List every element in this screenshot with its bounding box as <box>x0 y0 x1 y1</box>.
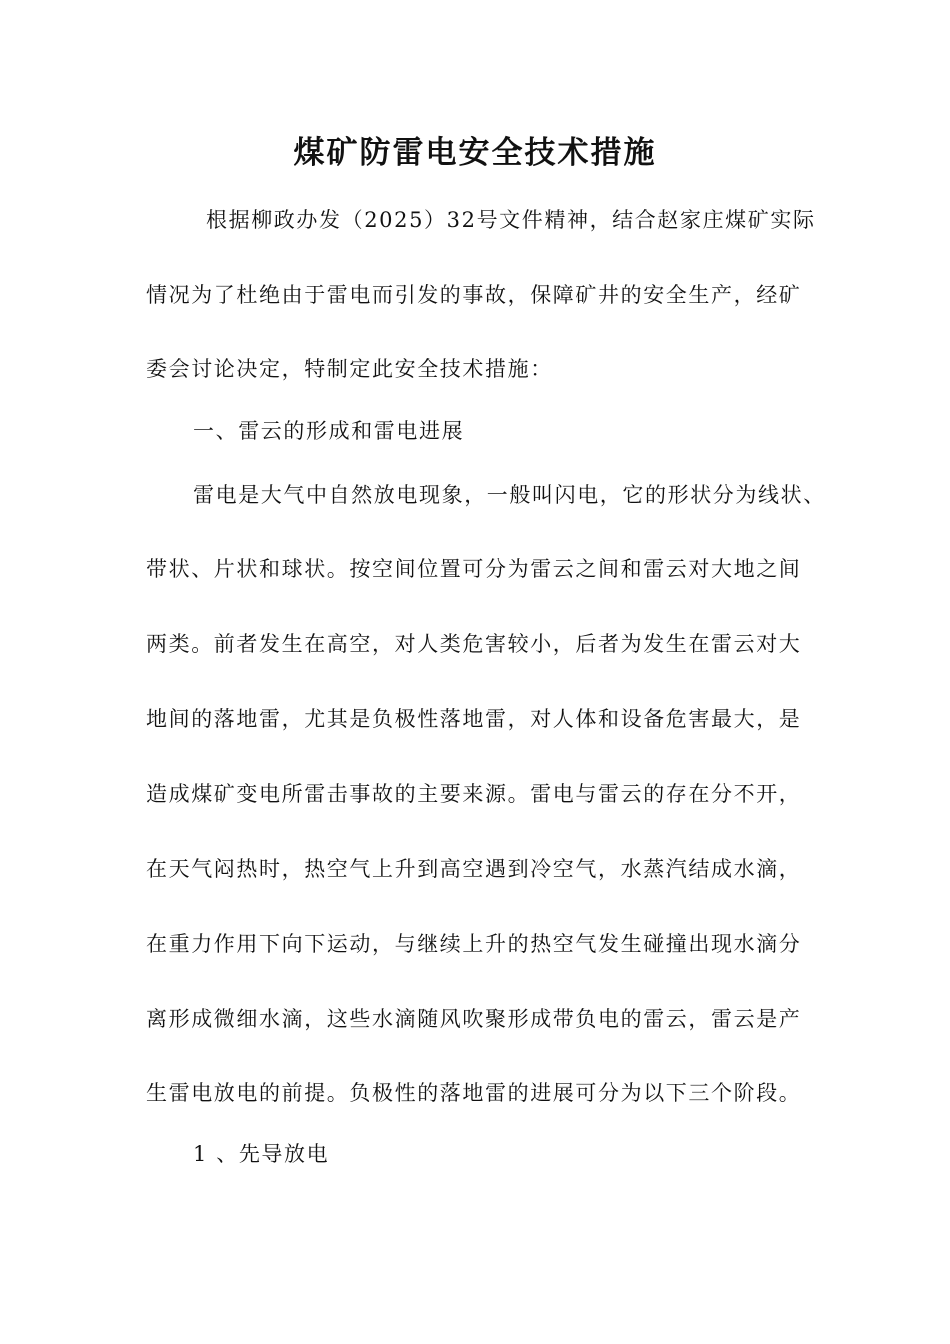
paragraph-line-10: 在重力作用下向下运动，与继续上升的热空气发生碰撞出现水滴分 <box>146 932 802 956</box>
paragraph-line-1: 根据柳政办发（2025）32号文件精神，结合赵家庄煤矿实际 <box>206 208 816 232</box>
paragraph-line-8: 造成煤矿变电所雷击事故的主要来源。雷电与雷云的存在分不开， <box>146 782 802 806</box>
paragraph-line-11: 离形成微细水滴，这些水滴随风吹聚形成带负电的雷云，雷云是产 <box>146 1007 802 1031</box>
subsection-heading-1: 1 、先导放电 <box>193 1142 330 1166</box>
paragraph-line-9: 在天气闷热时，热空气上升到高空遇到冷空气，水蒸汽结成水滴， <box>146 857 802 881</box>
paragraph-line-7: 地间的落地雷，尤其是负极性落地雷，对人体和设备危害最大，是 <box>146 707 802 731</box>
document-title: 煤矿防雷电安全技术措施 <box>293 135 657 171</box>
section-heading-1: 一、雷云的形成和雷电进展 <box>193 419 465 443</box>
paragraph-line-5: 带状、片状和球状。按空间位置可分为雷云之间和雷云对大地之间 <box>146 557 802 581</box>
paragraph-line-3: 委会讨论决定，特制定此安全技术措施： <box>146 357 553 381</box>
paragraph-line-12: 生雷电放电的前提。负极性的落地雷的进展可分为以下三个阶段。 <box>146 1081 802 1105</box>
paragraph-line-4: 雷电是大气中自然放电现象，一般叫闪电，它的形状分为线状、 <box>193 483 826 507</box>
paragraph-line-2: 情况为了杜绝由于雷电而引发的事故，保障矿井的安全生产，经矿 <box>146 283 802 307</box>
paragraph-line-6: 两类。前者发生在高空，对人类危害较小，后者为发生在雷云对大 <box>146 632 802 656</box>
